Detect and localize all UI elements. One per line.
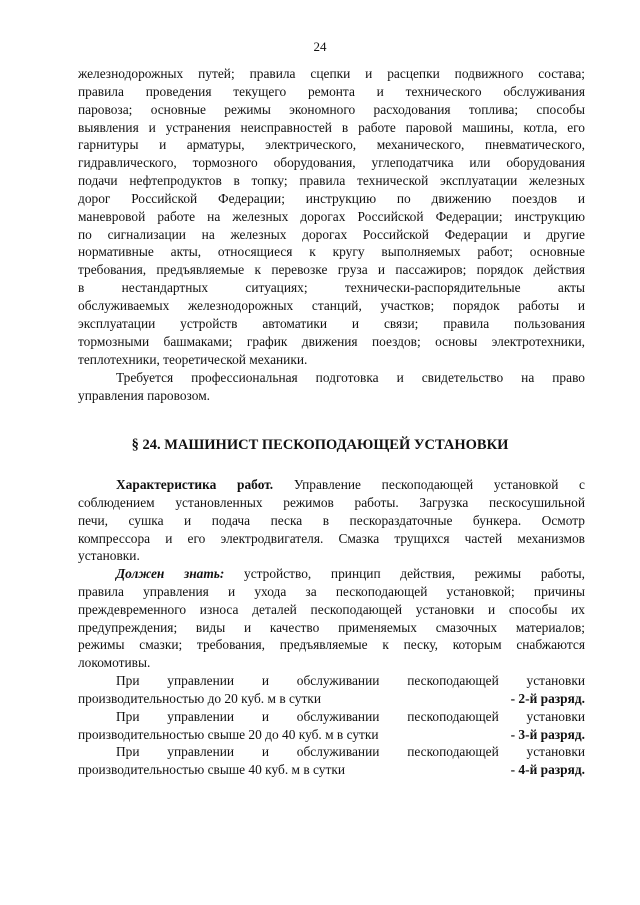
paragraph-line: локомотивы. [78, 655, 151, 671]
paragraph-line: маневровой работе на железных дорогах Российской Федерации; инструкцию [78, 208, 585, 224]
must-know [78, 565, 585, 672]
paragraph-line: паровоза; основные режимы экономного расходования топлива; способы [78, 101, 585, 117]
characteristic-text: Управление пескоподающей установкой с [273, 477, 585, 492]
grade-line: При управлении и обслуживании пескоподающей установки [116, 673, 585, 688]
paragraph-line: компрессора и его электродвигателя. Смазка трущихся частей механизмов [78, 530, 585, 546]
paragraph-line: правила управления и ухода за пескоподающей установкой; причины [78, 583, 585, 599]
grade-line [78, 726, 585, 744]
paragraph-line: режимы смазки; требования, предъявляемые к песку, которым снабжаются [78, 637, 585, 653]
work-characteristic [78, 476, 585, 565]
paragraph-line: соблюдением установленных режимов работы. Загрузка пескосушильной [78, 494, 585, 510]
paragraph-line: нормативные акты, относящиеся к кругу выполняемых работ; основные [78, 244, 585, 260]
characteristic-label: Характеристика работ. [116, 477, 274, 492]
must-know-text: устройство, принцип действия, режимы работы, [224, 566, 585, 581]
requirement-paragraph [78, 369, 585, 405]
paragraph-line: управления паровозом. [78, 387, 211, 403]
paragraph-line [78, 476, 585, 494]
grade-line [78, 761, 585, 779]
grade-value: - 4-й разряд. [510, 762, 585, 778]
paragraph-line: подачи нефтепродуктов в топку; правила технической эксплуатации железных [78, 173, 585, 189]
section-title: § 24. МАШИНИСТ ПЕСКОПОДАЮЩЕЙ УСТАНОВКИ [131, 437, 509, 453]
paragraph-line: гидравлического, тормозного оборудования, углеподатчика или оборудования [78, 155, 585, 171]
paragraph-line: выявления и устранения неисправностей в работе паровой машины, котла, его [78, 119, 585, 135]
must-know-label: Должен знать: [116, 566, 225, 581]
paragraph-line: в нестандартных ситуациях; технически-распорядительные акты [78, 280, 585, 296]
paragraph-line: предупреждения; виды и качество применяемых смазочных материалов; [78, 619, 585, 635]
paragraph-line: Требуется профессиональная подготовка и свидетельство на право [116, 370, 585, 385]
paragraph-line: эксплуатации устройств автоматики и связи; правила пользования [78, 315, 585, 331]
paragraph-line: печи, сушка и подача песка в пескораздаточные бункера. Осмотр [78, 512, 585, 528]
grade-line [78, 690, 585, 708]
grade-condition: производительностью свыше 40 куб. м в сутки [78, 762, 345, 778]
paragraph-line: по сигнализации на железных дорогах Российской Федерации и другие [78, 226, 585, 242]
grade-condition: производительностью свыше 20 до 40 куб. м в сутки [78, 726, 379, 742]
paragraph-line: требования, предъявляемые к перевозке груза и пассажиров; порядок действия [78, 262, 585, 278]
paragraph-line: железнодорожных путей; правила сцепки и расцепки подвижного состава; [78, 66, 585, 81]
paragraph-line [78, 565, 585, 583]
top-paragraph [78, 65, 585, 368]
grade-line: При управлении и обслуживании пескоподающей установки [116, 744, 585, 760]
paragraph-line: правила проведения текущего ремонта и технического обслуживания [78, 83, 585, 99]
page-number: 24 [313, 39, 327, 54]
paragraph-line: гарнитуры и арматуры, электрического, механического, пневматического, [78, 137, 585, 153]
paragraph-line: тормозными башмаками; график движения поездов; основы электротехники, [78, 333, 585, 349]
paragraph-line: установки. [78, 548, 140, 564]
grade-value: - 2-й разряд. [510, 690, 585, 706]
grades [78, 672, 585, 779]
paragraph-line: обслуживаемых железнодорожных станций, участков; порядок работы и [78, 297, 585, 313]
paragraph-line: преждевременного износа деталей пескоподающей установки и способы их [78, 601, 585, 617]
paragraph-line: теплотехники, теоретической механики. [78, 351, 308, 367]
grade-value: - 3-й разряд. [510, 726, 585, 742]
grade-condition: производительностью до 20 куб. м в сутки [78, 690, 321, 706]
paragraph-line: дорог Российской Федерации; инструкцию по движению поездов и [78, 190, 585, 206]
grade-line: При управлении и обслуживании пескоподающей установки [116, 708, 585, 724]
